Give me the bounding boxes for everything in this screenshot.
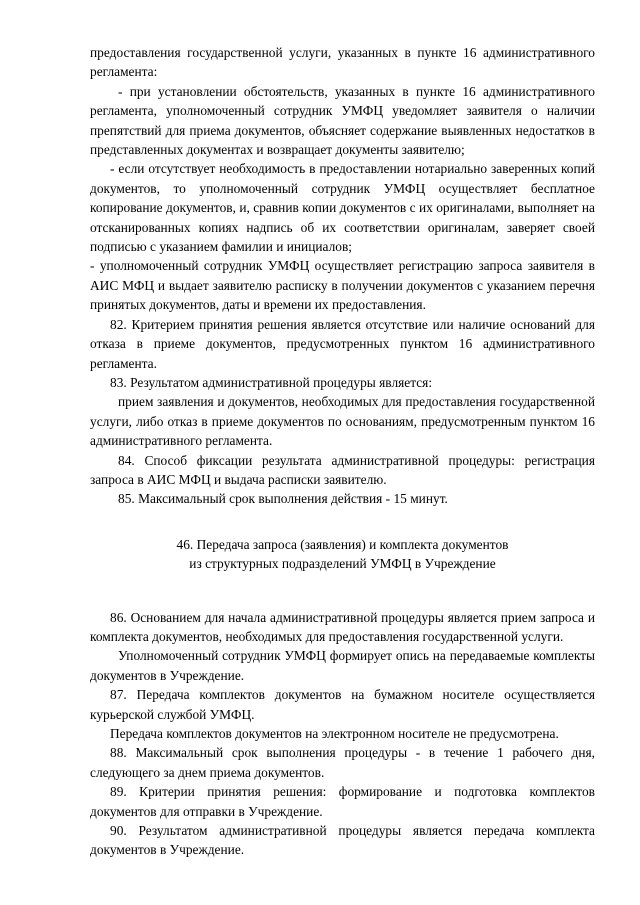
paragraph-obstacles: - при установлении обстоятельств, указанных в пункте 16 административного регламента, уполномоченный сотрудник УМФЦ уведомляет заявителя о наличии препятствий для приема документов, объясняет содержание выявленных недостатков в представленных документах и возвращает документы заявителю; (90, 83, 595, 158)
paragraph-inventory: Уполномоченный сотрудник УМФЦ формирует опись на передаваемые комплекты документов в Учреждение. (90, 648, 595, 683)
paragraph-89: 89. Критерии принятия решения: формирование и подготовка комплектов документов для отправки в Учреждение. (90, 784, 595, 819)
paragraph-82: 82. Критерием принятия решения является отсутствие или наличие оснований для отказа в приеме документов, предусмотренных пунктом 16 административного регламента. (90, 316, 595, 371)
paragraph-88: 88. Максимальный срок выполнения процедуры - в течение 1 рабочего дня, следующего за днем приема документов. (90, 745, 595, 780)
section-heading-line2: из структурных подразделений УМФЦ в Учреждение (189, 556, 496, 572)
paragraph-83-result: прием заявления и документов, необходимых для предоставления государственной услуги, либо отказ в приеме документов по основаниям, предусмотренным пунктом 16 административного регламента. (90, 394, 595, 449)
paragraph-90: 90. Результатом административной процедуры является передача комплекта документов в Учреждение. (90, 823, 595, 858)
paragraph-continuation: предоставления государственной услуги, указанных в пункте 16 административного регламента: (90, 45, 595, 80)
paragraph-87: 87. Передача комплектов документов на бумажном носителе осуществляется курьерской службой УМФЦ. (90, 687, 595, 722)
paragraph-86: 86. Основанием для начала административной процедуры является прием запроса и комплекта документов, необходимых для предоставления государственной услуги. (90, 609, 595, 644)
paragraph-84: 84. Способ фиксации результата административной процедуры: регистрация запроса в АИС МФЦ и выдача расписки заявителю. (90, 452, 595, 487)
section-heading-line1: 46. Передача запроса (заявления) и комплекта документов (176, 536, 509, 552)
paragraph-85: 85. Максимальный срок выполнения действия - 15 минут. (118, 491, 448, 507)
paragraph-electronic: Передача комплектов документов на электронном носителе не предусмотрена. (110, 726, 559, 741)
paragraph-copying: - если отсутствует необходимость в предоставлении нотариально заверенных копий документов, то уполномоченный сотрудник УМФЦ осуществляет бесплатное копирование документов, и, сравнив копии документов с их оригиналами, выполняет на отсканированных копиях надпись об их соответствии оригиналам, заверяет своей подписью с указанием фамилии и инициалов; (90, 161, 595, 255)
document-page (90, 43, 595, 860)
paragraph-registration: - уполномоченный сотрудник УМФЦ осуществляет регистрацию запроса заявителя в АИС МФЦ и выдает заявителю расписку в получении документов с указанием перечня принятых документов, даты и времени их предоставления. (90, 258, 595, 313)
section-heading (90, 535, 595, 574)
paragraph-83: 83. Результатом административной процедуры является: (110, 374, 433, 390)
